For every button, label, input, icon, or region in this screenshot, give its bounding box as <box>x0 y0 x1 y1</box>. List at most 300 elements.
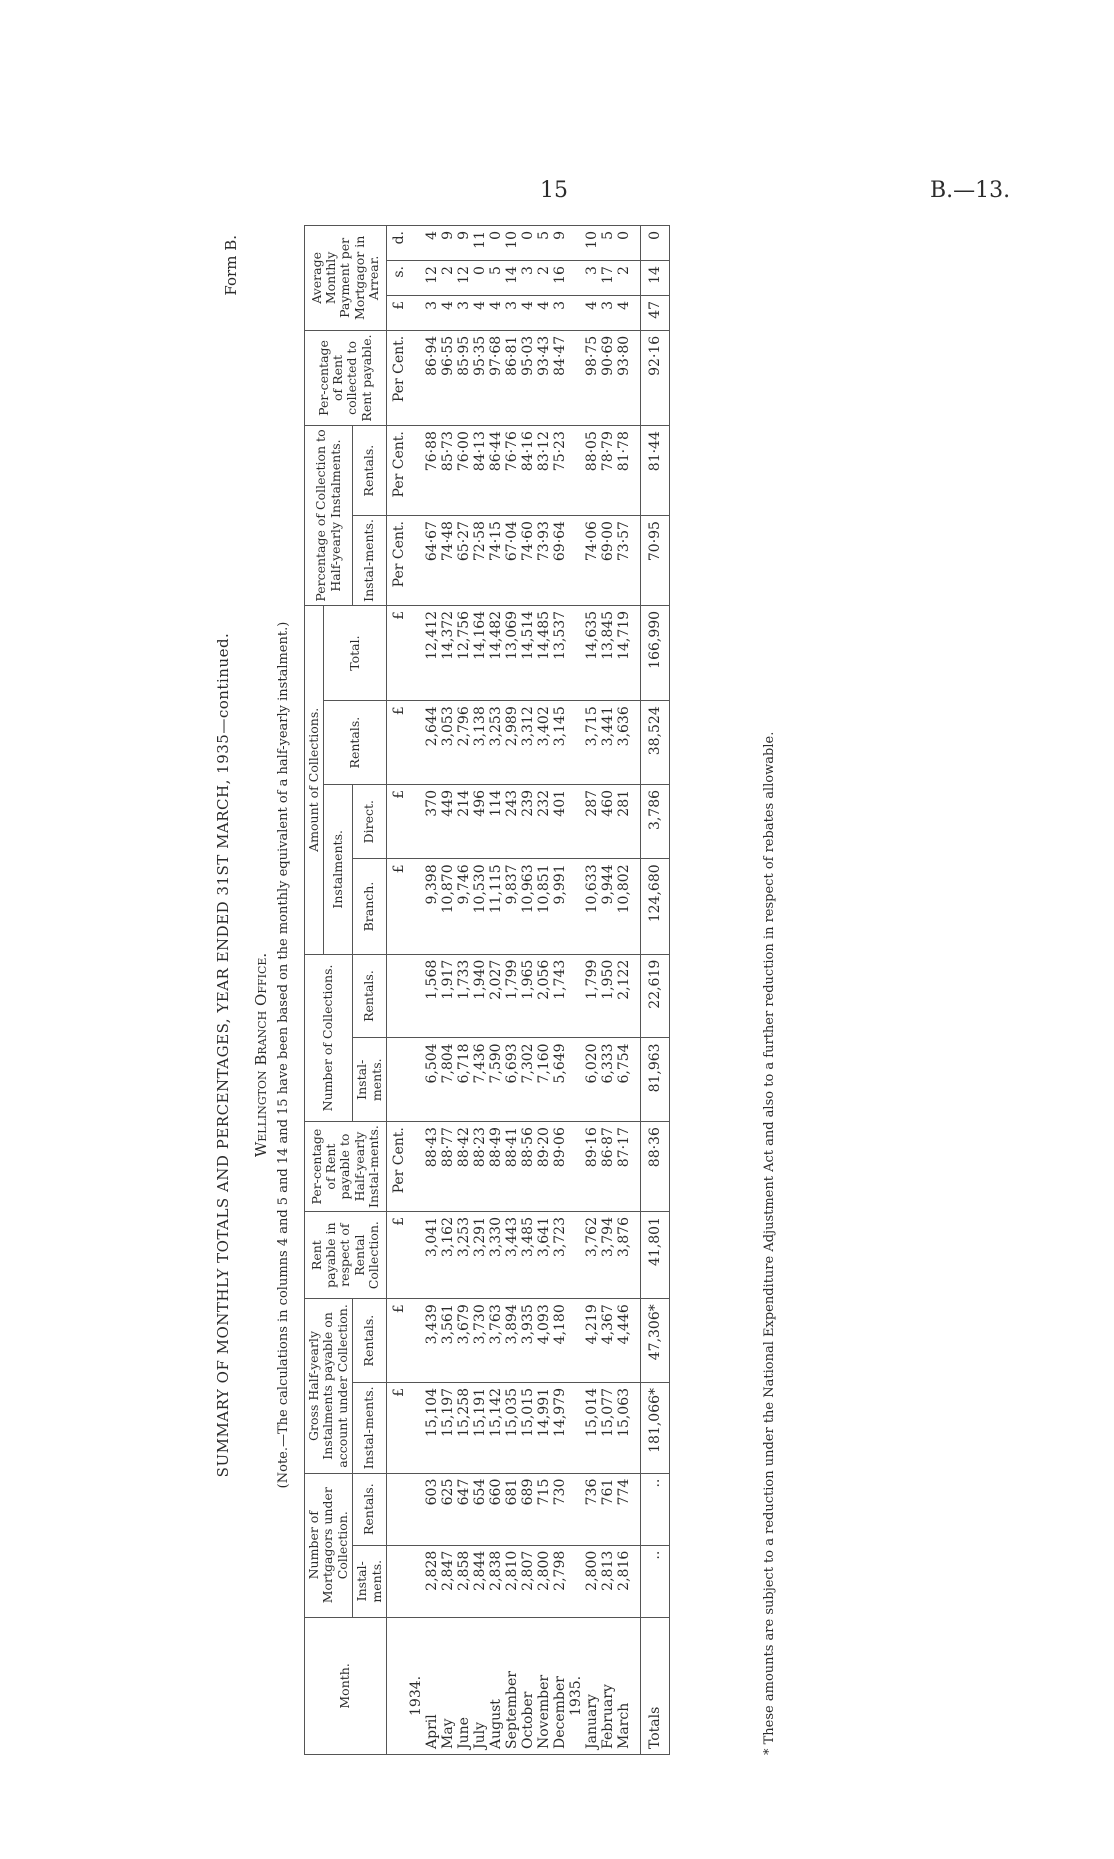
table-row <box>552 226 568 1755</box>
table-cell: 65·27 <box>456 516 472 606</box>
unit-per-cent: Per Cent. <box>386 1122 408 1212</box>
table-cell: 14,372 <box>440 605 456 700</box>
table-cell: 88·49 <box>488 1122 504 1212</box>
header-pct-collection: Percentage of Collection to Half-yearly Instalments. <box>305 426 353 606</box>
table-cell: 88·23 <box>472 1122 488 1212</box>
table-cell: 774 <box>616 1473 632 1545</box>
table-cell: 9,837 <box>504 859 520 954</box>
header-pct-rent-payable: Per-centage of Rent payable to Half-yearly Instal-ments. <box>305 1122 387 1212</box>
units-row <box>386 226 408 1755</box>
table-cell: 1,940 <box>472 954 488 1038</box>
table-cell: 3,402 <box>536 701 552 785</box>
table-cell: 10 <box>584 226 600 261</box>
table-cell: 3,876 <box>616 1212 632 1299</box>
total-cell: .. <box>640 1473 669 1545</box>
table-cell: 76·00 <box>456 426 472 516</box>
table-cell: 449 <box>440 784 456 858</box>
total-cell: 22,619 <box>640 954 669 1038</box>
table-cell: 15,014 <box>584 1382 600 1473</box>
table-cell: 86·44 <box>488 426 504 516</box>
table-cell: 88·43 <box>424 1122 440 1212</box>
table-cell: 2,056 <box>536 954 552 1038</box>
table-cell: 73·57 <box>616 516 632 606</box>
table-cell: 6,718 <box>456 1038 472 1122</box>
header-collections-instalments: Instal-ments. <box>353 1038 387 1122</box>
table-cell: 72·58 <box>472 516 488 606</box>
table-cell: 85·73 <box>440 426 456 516</box>
table-cell: 214 <box>456 784 472 858</box>
table-cell: 69·64 <box>552 516 568 606</box>
table-cell: 3,794 <box>600 1212 616 1299</box>
table-cell: 4 <box>488 295 504 330</box>
table-cell: 74·48 <box>440 516 456 606</box>
total-cell: 92·16 <box>640 330 669 425</box>
table-cell: 64·67 <box>424 516 440 606</box>
document-reference: B.—13. <box>930 178 1011 203</box>
table-cell: 2 <box>616 261 632 296</box>
month-label: October <box>520 1617 536 1754</box>
table-cell: 14,719 <box>616 605 632 700</box>
table-cell: 3,041 <box>424 1212 440 1299</box>
total-cell: 38,524 <box>640 701 669 785</box>
table-cell: 96·55 <box>440 330 456 425</box>
table-cell: 3,723 <box>552 1212 568 1299</box>
table-cell: 10,530 <box>472 859 488 954</box>
table-cell: 4,219 <box>584 1299 600 1383</box>
summary-table <box>304 225 670 1755</box>
table-cell: 84·13 <box>472 426 488 516</box>
table-cell: 4,367 <box>600 1299 616 1383</box>
total-cell: 41,801 <box>640 1212 669 1299</box>
table-cell: 3,312 <box>520 701 536 785</box>
month-label: April <box>424 1617 440 1754</box>
table-row <box>456 226 472 1755</box>
totals-row <box>640 226 669 1755</box>
unit-pound: £ <box>386 701 408 785</box>
table-cell: 10,633 <box>584 859 600 954</box>
table-cell: 2,810 <box>504 1545 520 1617</box>
table-cell: 12,756 <box>456 605 472 700</box>
table-cell: 3,291 <box>472 1212 488 1299</box>
table-row <box>600 226 616 1755</box>
table-cell: 12,412 <box>424 605 440 700</box>
table-cell: 6,504 <box>424 1038 440 1122</box>
table-cell: 0 <box>520 226 536 261</box>
month-label: February <box>600 1617 616 1754</box>
table-cell: 1,799 <box>584 954 600 1038</box>
month-label: July <box>472 1617 488 1754</box>
table-cell: 2,813 <box>600 1545 616 1617</box>
table-cell: 4 <box>616 295 632 330</box>
table-cell: 654 <box>472 1473 488 1545</box>
table-cell: 5 <box>536 226 552 261</box>
total-cell: 181,066* <box>640 1382 669 1473</box>
table-cell: 85·95 <box>456 330 472 425</box>
table-cell: 2,816 <box>616 1545 632 1617</box>
table-cell: 7,590 <box>488 1038 504 1122</box>
table-cell: 232 <box>536 784 552 858</box>
table-cell: 2,800 <box>584 1545 600 1617</box>
table-cell: 3,439 <box>424 1299 440 1383</box>
header-direct: Direct. <box>353 784 387 858</box>
unit-pound: £ <box>386 605 408 700</box>
table-cell: 3,715 <box>584 701 600 785</box>
total-cell: 3,786 <box>640 784 669 858</box>
unit-shilling: s. <box>386 261 408 296</box>
table-cell: 603 <box>424 1473 440 1545</box>
header-mortgagors-instalments: Instal-ments. <box>353 1545 387 1617</box>
table-cell: 86·87 <box>600 1122 616 1212</box>
table-cell: 76·76 <box>504 426 520 516</box>
table-cell: 9 <box>552 226 568 261</box>
table-cell: 88·77 <box>440 1122 456 1212</box>
table-cell: 2,858 <box>456 1545 472 1617</box>
table-cell: 2,796 <box>456 701 472 785</box>
total-cell: 70·95 <box>640 516 669 606</box>
table-cell: 7,302 <box>520 1038 536 1122</box>
header-mortgagors-rentals: Rentals. <box>353 1473 387 1545</box>
unit-pence: d. <box>386 226 408 261</box>
table-cell: 14,514 <box>520 605 536 700</box>
header-collections-rentals: Rentals. <box>353 954 387 1038</box>
table-cell: 3 <box>584 261 600 296</box>
header-rent-payable: Rent payable in respect of Rental Collection. <box>305 1212 387 1299</box>
total-cell: 14 <box>640 261 669 296</box>
table-cell: 93·43 <box>536 330 552 425</box>
table-cell: 81·78 <box>616 426 632 516</box>
table-cell: 4 <box>584 295 600 330</box>
table-cell: 14,482 <box>488 605 504 700</box>
table-cell: 2,838 <box>488 1545 504 1617</box>
table-title: SUMMARY OF MONTHLY TOTALS AND PERCENTAGES, YEAR ENDED 31ST MARCH, 1935—continued. <box>214 632 232 1478</box>
table-cell: 9,991 <box>552 859 568 954</box>
table-cell: 13,845 <box>600 605 616 700</box>
table-cell: 6,693 <box>504 1038 520 1122</box>
table-cell: 89·16 <box>584 1122 600 1212</box>
table-cell: 74·15 <box>488 516 504 606</box>
header-average-monthly-payment: Average Monthly Payment per Mortgagor in Arrear. <box>305 226 387 331</box>
table-cell: 88·56 <box>520 1122 536 1212</box>
month-label: January <box>584 1617 600 1754</box>
table-cell: 3 <box>520 261 536 296</box>
table-cell: 12 <box>456 261 472 296</box>
table-cell: 3,443 <box>504 1212 520 1299</box>
table-row <box>472 226 488 1755</box>
table-cell: 15,015 <box>520 1382 536 1473</box>
page-number: 15 <box>540 178 568 203</box>
rotated-table-sheet <box>214 225 914 1755</box>
year-label: 1934. <box>408 1617 424 1754</box>
unit-per-cent: Per Cent. <box>386 516 408 606</box>
table-cell: 97·68 <box>488 330 504 425</box>
table-cell: 2,828 <box>424 1545 440 1617</box>
total-cell: 81·44 <box>640 426 669 516</box>
table-cell: 370 <box>424 784 440 858</box>
unit-pound: £ <box>386 295 408 330</box>
table-row <box>616 226 632 1755</box>
header-gross-rentals-sub: Rentals. <box>353 1299 387 1383</box>
table-cell: 69·00 <box>600 516 616 606</box>
table-cell: 1,965 <box>520 954 536 1038</box>
table-cell: 2,027 <box>488 954 504 1038</box>
table-row <box>440 226 456 1755</box>
table-cell: 15,197 <box>440 1382 456 1473</box>
table-cell: 715 <box>536 1473 552 1545</box>
table-cell: 2,800 <box>536 1545 552 1617</box>
table-cell: 4 <box>424 226 440 261</box>
table-cell: 84·16 <box>520 426 536 516</box>
table-cell: 14,485 <box>536 605 552 700</box>
table-row <box>424 226 440 1755</box>
table-cell: 14,979 <box>552 1382 568 1473</box>
table-cell: 5,649 <box>552 1038 568 1122</box>
table-cell: 3,561 <box>440 1299 456 1383</box>
total-cell: 88·36 <box>640 1122 669 1212</box>
table-cell: 3,441 <box>600 701 616 785</box>
table-cell: 95·35 <box>472 330 488 425</box>
table-cell: 1,917 <box>440 954 456 1038</box>
table-cell: 2,644 <box>424 701 440 785</box>
table-cell: 3,138 <box>472 701 488 785</box>
table-cell: 1,799 <box>504 954 520 1038</box>
table-cell: 4 <box>472 295 488 330</box>
header-amount-rentals: Rentals. <box>324 701 387 785</box>
unit-pound: £ <box>386 859 408 954</box>
table-cell: 15,063 <box>616 1382 632 1473</box>
table-cell: 660 <box>488 1473 504 1545</box>
table-cell: 3,641 <box>536 1212 552 1299</box>
table-cell: 114 <box>488 784 504 858</box>
footnote: * These amounts are subject to a reduction under the National Expenditure Adjustment Act and also to a further reduction in respect of rebates allowable. <box>762 731 777 1755</box>
total-cell: 47,306* <box>640 1299 669 1383</box>
unit-pound: £ <box>386 1299 408 1383</box>
header-pct-instalments: Instal-ments. <box>353 516 387 606</box>
header-instalments-group: Instalments. <box>324 784 353 954</box>
table-cell: 14,991 <box>536 1382 552 1473</box>
year-row-1934 <box>408 226 424 1755</box>
year-label: 1935. <box>568 1617 584 1754</box>
month-label: December <box>552 1617 568 1754</box>
table-cell: 6,754 <box>616 1038 632 1122</box>
unit-per-cent: Per Cent. <box>386 426 408 516</box>
table-cell: 9 <box>440 226 456 261</box>
table-cell: 3,762 <box>584 1212 600 1299</box>
header-amount-of-collections: Amount of Collections. <box>305 605 324 954</box>
table-cell: 7,160 <box>536 1038 552 1122</box>
table-cell: 86·94 <box>424 330 440 425</box>
table-cell: 3,935 <box>520 1299 536 1383</box>
table-row <box>536 226 552 1755</box>
table-cell: 84·47 <box>552 330 568 425</box>
header-month: Month. <box>305 1617 387 1754</box>
table-cell: 0 <box>616 226 632 261</box>
table-cell: 93·80 <box>616 330 632 425</box>
table-cell: 4 <box>520 295 536 330</box>
header-gross-instalments-sub: Instal-ments. <box>353 1382 387 1473</box>
table-cell: 15,077 <box>600 1382 616 1473</box>
table-cell: 287 <box>584 784 600 858</box>
table-cell: 689 <box>520 1473 536 1545</box>
table-cell: 10,851 <box>536 859 552 954</box>
table-cell: 239 <box>520 784 536 858</box>
table-cell: 11,115 <box>488 859 504 954</box>
totals-label: Totals <box>640 1617 669 1754</box>
table-cell: 10,870 <box>440 859 456 954</box>
header-amount-total: Total. <box>324 605 387 700</box>
table-cell: 1,568 <box>424 954 440 1038</box>
table-row <box>488 226 504 1755</box>
table-cell: 3,679 <box>456 1299 472 1383</box>
table-cell: 3 <box>600 295 616 330</box>
table-cell: 10 <box>504 226 520 261</box>
table-cell: 3,053 <box>440 701 456 785</box>
table-row <box>584 226 600 1755</box>
table-cell: 74·06 <box>584 516 600 606</box>
table-cell: 14,635 <box>584 605 600 700</box>
table-cell: 2,122 <box>616 954 632 1038</box>
month-label: August <box>488 1617 504 1754</box>
month-label: May <box>440 1617 456 1754</box>
table-cell: 6,020 <box>584 1038 600 1122</box>
table-cell: 78·79 <box>600 426 616 516</box>
table-cell: 2,989 <box>504 701 520 785</box>
header-number-of-collections: Number of Collections. <box>305 954 353 1121</box>
table-cell: 3,162 <box>440 1212 456 1299</box>
table-cell: 761 <box>600 1473 616 1545</box>
table-cell: 13,069 <box>504 605 520 700</box>
table-cell: 1,743 <box>552 954 568 1038</box>
calculation-note: (Note.—The calculations in columns 4 and 5 and 14 and 15 have been based on the monthly equivalent of a half-yearly instalment.) <box>276 621 291 1489</box>
table-cell: 2 <box>536 261 552 296</box>
table-cell: 1,733 <box>456 954 472 1038</box>
table-cell: 15,191 <box>472 1382 488 1473</box>
table-cell: 67·04 <box>504 516 520 606</box>
table-cell: 3 <box>424 295 440 330</box>
table-cell: 3,145 <box>552 701 568 785</box>
table-cell: 14,164 <box>472 605 488 700</box>
table-cell: 3 <box>456 295 472 330</box>
table-cell: 86·81 <box>504 330 520 425</box>
total-cell: 166,990 <box>640 605 669 700</box>
table-cell: 16 <box>552 261 568 296</box>
table-cell: 10,963 <box>520 859 536 954</box>
table-cell: 4 <box>440 295 456 330</box>
table-cell: 3,485 <box>520 1212 536 1299</box>
total-cell: 47 <box>640 295 669 330</box>
table-cell: 13,537 <box>552 605 568 700</box>
header-pct-rentals: Rentals. <box>353 426 387 516</box>
table-cell: 647 <box>456 1473 472 1545</box>
table-cell: 2,844 <box>472 1545 488 1617</box>
month-label: March <box>616 1617 632 1754</box>
table-cell: 5 <box>600 226 616 261</box>
table-cell: 281 <box>616 784 632 858</box>
total-cell: .. <box>640 1545 669 1617</box>
table-cell: 5 <box>488 261 504 296</box>
total-cell: 124,680 <box>640 859 669 954</box>
table-cell: 74·60 <box>520 516 536 606</box>
table-row <box>520 226 536 1755</box>
table-cell: 88·42 <box>456 1122 472 1212</box>
table-cell: 3 <box>504 295 520 330</box>
header-branch: Branch. <box>353 859 387 954</box>
table-cell: 87·17 <box>616 1122 632 1212</box>
unit-pound: £ <box>386 1212 408 1299</box>
table-cell: 75·23 <box>552 426 568 516</box>
table-cell: 95·03 <box>520 330 536 425</box>
table-cell: 9,944 <box>600 859 616 954</box>
table-cell: 88·41 <box>504 1122 520 1212</box>
table-cell: 14 <box>504 261 520 296</box>
table-cell: 0 <box>488 226 504 261</box>
table-cell: 4,446 <box>616 1299 632 1383</box>
table-cell: 3,253 <box>488 701 504 785</box>
table-cell: 2,798 <box>552 1545 568 1617</box>
table-cell: 6,333 <box>600 1038 616 1122</box>
table-cell: 2,847 <box>440 1545 456 1617</box>
table-cell: 401 <box>552 784 568 858</box>
table-cell: 90·69 <box>600 330 616 425</box>
total-cell: 81,963 <box>640 1038 669 1122</box>
header-pct-rent-collected: Per-centage of Rent collected to Rent payable. <box>305 330 387 425</box>
table-cell: 3 <box>552 295 568 330</box>
table-cell: 3,253 <box>456 1212 472 1299</box>
table-cell: 681 <box>504 1473 520 1545</box>
header-mortgagors: Number of Mortgagors under Collection. <box>305 1473 353 1617</box>
table-cell: 15,142 <box>488 1382 504 1473</box>
total-cell: 0 <box>640 226 669 261</box>
table-cell: 2,807 <box>520 1545 536 1617</box>
table-cell: 9,746 <box>456 859 472 954</box>
table-cell: 736 <box>584 1473 600 1545</box>
table-cell: 496 <box>472 784 488 858</box>
table-cell: 98·75 <box>584 330 600 425</box>
table-cell: 460 <box>600 784 616 858</box>
table-cell: 89·20 <box>536 1122 552 1212</box>
unit-per-cent: Per Cent. <box>386 330 408 425</box>
table-cell: 4,180 <box>552 1299 568 1383</box>
unit-pound: £ <box>386 784 408 858</box>
table-cell: 9 <box>456 226 472 261</box>
table-cell: 88·05 <box>584 426 600 516</box>
table-cell: 9,398 <box>424 859 440 954</box>
table-cell: 7,436 <box>472 1038 488 1122</box>
table-row <box>504 226 520 1755</box>
table-cell: 730 <box>552 1473 568 1545</box>
table-cell: 3,636 <box>616 701 632 785</box>
table-cell: 83·12 <box>536 426 552 516</box>
table-cell: 89·06 <box>552 1122 568 1212</box>
table-cell: 12 <box>424 261 440 296</box>
table-cell: 4 <box>536 295 552 330</box>
table-cell: 2 <box>440 261 456 296</box>
table-cell: 3,730 <box>472 1299 488 1383</box>
table-cell: 11 <box>472 226 488 261</box>
table-cell: 3,763 <box>488 1299 504 1383</box>
table-cell: 15,104 <box>424 1382 440 1473</box>
month-label: November <box>536 1617 552 1754</box>
table-cell: 625 <box>440 1473 456 1545</box>
table-cell: 10,802 <box>616 859 632 954</box>
table-cell: 15,035 <box>504 1382 520 1473</box>
table-cell: 17 <box>600 261 616 296</box>
table-cell: 76·88 <box>424 426 440 516</box>
table-cell: 3,330 <box>488 1212 504 1299</box>
table-subtitle: Wellington Branch Office. <box>252 952 270 1158</box>
table-cell: 3,894 <box>504 1299 520 1383</box>
month-label: September <box>504 1617 520 1754</box>
header-gross-instalments: Gross Half-yearly Instalments payable on account under Collection. <box>305 1299 353 1473</box>
